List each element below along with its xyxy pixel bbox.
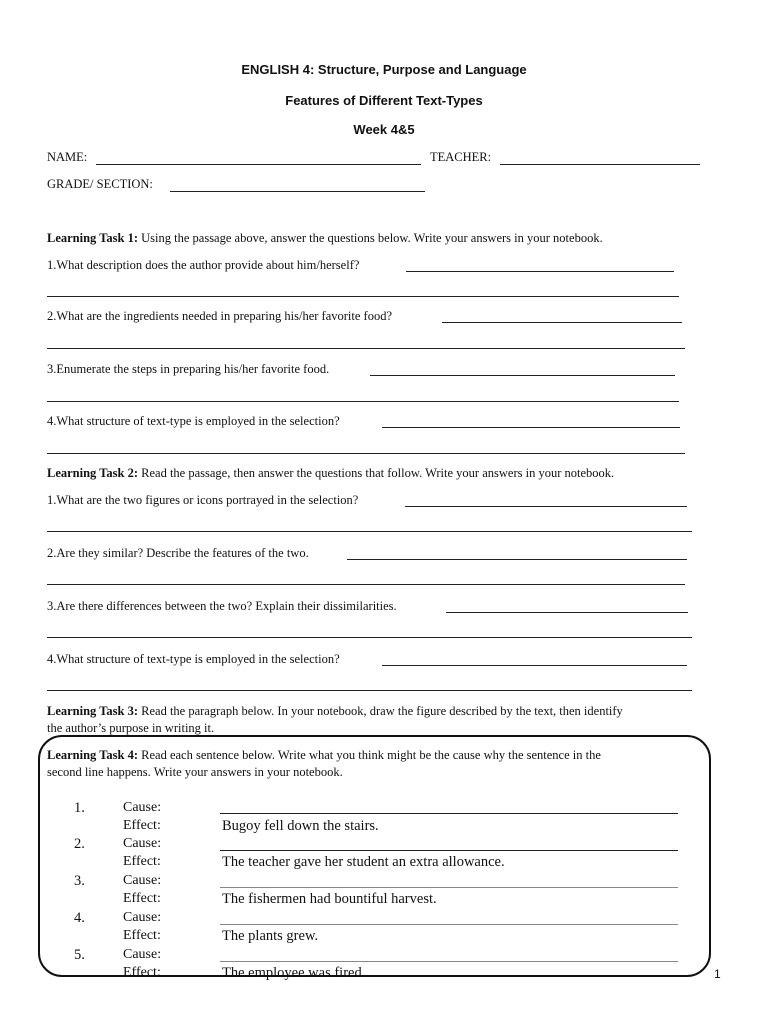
task1-question-2: 2.What are the ingredients needed in preparing his/her favorite food? [47,309,393,323]
effect-text-1: Bugoy fell down the stairs. [222,818,379,834]
task1-answer-4a[interactable] [382,427,680,428]
cause-answer-3[interactable] [220,887,678,888]
task4-item-number: 2. [74,836,85,852]
task3-instruction-text: Read the paragraph below. In your notebook, draw the figure described by the text, then identify [138,704,623,718]
cause-answer-2[interactable] [220,850,678,851]
task1-question-1: 1.What description does the author provide about him/herself? [47,258,360,272]
grade-section-label: GRADE/ SECTION: [47,177,153,191]
task1-answer-1b[interactable] [47,296,679,297]
task3-heading: Learning Task 3: [47,704,139,718]
effect-text-5: The employee was fired. [222,965,366,981]
cause-answer-1[interactable] [220,813,678,814]
task2-question-4: 4.What structure of text-type is employed in the selection? [47,652,340,666]
task2-instruction [47,466,614,481]
task2-question-3: 3.Are there differences between the two? Explain their dissimilarities. [47,599,397,613]
task1-answer-2a[interactable] [442,322,682,323]
cause-label: Cause: [123,800,162,815]
cause-answer-5[interactable] [220,961,678,962]
task1-answer-3b[interactable] [47,401,679,402]
task2-instruction-text: Read the passage, then answer the questions that follow. Write your answers in your notebook. [138,466,615,480]
task4-item-number: 4. [74,910,85,926]
effect-label: Effect: [123,928,161,943]
task2-answer-3a[interactable] [446,612,688,613]
name-label: NAME: [47,150,88,164]
task4-instruction-line2: second line happens. Write your answers in your notebook. [47,765,343,779]
cause-label: Cause: [123,836,162,851]
task1-answer-4b[interactable] [47,453,685,454]
effect-text-4: The plants grew. [222,928,319,944]
task4-item-number: 1. [74,800,85,816]
task3-instruction-line2: the author’s purpose in writing it. [47,721,215,735]
effect-label: Effect: [123,818,161,833]
effect-label: Effect: [123,965,161,980]
task2-answer-4a[interactable] [382,665,687,666]
task2-question-1: 1.What are the two figures or icons portrayed in the selection? [47,493,359,507]
task4-item-number: 5. [74,947,85,963]
worksheet-title: ENGLISH 4: Structure, Purpose and Language [241,62,527,77]
effect-text-3: The fishermen had bountiful harvest. [222,891,437,907]
name-field[interactable] [96,164,421,165]
teacher-field[interactable] [500,164,700,165]
cause-label: Cause: [123,873,162,888]
task4-heading: Learning Task 4: [47,748,139,762]
effect-label: Effect: [123,891,161,906]
teacher-label: TEACHER: [430,150,492,164]
page-number: 1 [714,967,721,981]
effect-label: Effect: [123,854,161,869]
task1-instruction-text: Using the passage above, answer the questions below. Write your answers in your notebook. [138,231,603,245]
task1-question-4: 4.What structure of text-type is employed in the selection? [47,414,340,428]
task2-heading: Learning Task 2: [47,466,139,480]
effect-text-2: The teacher gave her student an extra allowance. [222,854,505,870]
cause-answer-4[interactable] [220,924,678,925]
task1-question-3: 3.Enumerate the steps in preparing his/her favorite food. [47,362,330,376]
task2-answer-2a[interactable] [347,559,687,560]
task2-question-2: 2.Are they similar? Describe the features of the two. [47,546,309,560]
task1-answer-3a[interactable] [370,375,675,376]
cause-label: Cause: [123,910,162,925]
task4-instruction-text: Read each sentence below. Write what you think might be the cause why the sentence in the [138,748,601,762]
task4-instruction [47,748,601,763]
task2-answer-2b[interactable] [47,584,685,585]
worksheet-subtitle: Features of Different Text-Types [285,93,483,108]
task2-answer-1a[interactable] [405,506,687,507]
cause-label: Cause: [123,947,162,962]
task1-heading: Learning Task 1: [47,231,139,245]
task1-answer-1a[interactable] [406,271,674,272]
task1-answer-2b[interactable] [47,348,685,349]
task3-instruction [47,704,623,719]
grade-section-field[interactable] [170,191,425,192]
task4-item-number: 3. [74,873,85,889]
task1-instruction [47,231,603,246]
task2-answer-4b[interactable] [47,690,692,691]
task2-answer-1b[interactable] [47,531,692,532]
task2-answer-3b[interactable] [47,637,692,638]
worksheet-week: Week 4&5 [353,122,415,137]
